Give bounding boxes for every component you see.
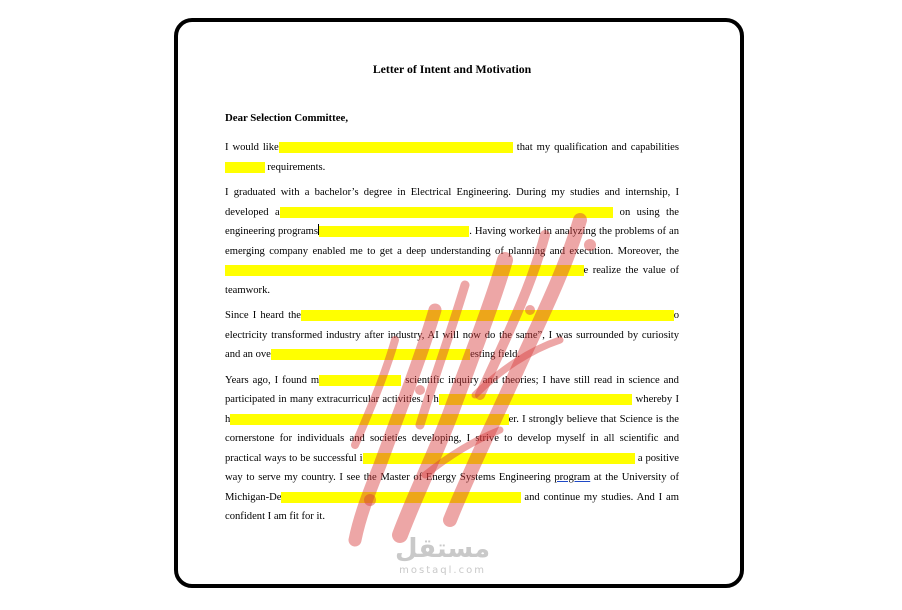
highlight-redaction: famous scientist Andrew Ng saying “AI is the new electricity, just as 100 years ag [301,310,674,321]
text-run: and continue my studies. And I am confident I am fit for it. [225,491,679,522]
text-run: Years ago, I found m [225,374,320,386]
text-run: a positive way to serve my country. I see the Master of Energy Systems Engineering [225,452,680,483]
highlight-redaction: n my career and to make a positive impact on people and societ [362,452,635,464]
text-run: that my qualification and capabilities [512,142,679,153]
text-run: scientific inquiry and theories; I have still read in science and participated in many extracurricular activities. I h [225,374,679,405]
letter-document [225,62,679,533]
text-run: whereby I h [225,394,679,425]
highlight-redaction: arborn as a great opportunity to extend my knowledge [281,491,521,503]
text-run: o electricity transformed industry after industry, AI will now do the same”, I was surrounded by curiosity and an ove [225,310,679,360]
highlight-redaction: yself fascinated by [319,374,402,386]
highlight-redaction: collaborative working environment helped me to develop my skills and made m [225,265,584,276]
highlight-redaction: rwhelming desire to learn more about this inter [270,349,471,360]
salutation: Dear Selection Committee, [225,112,349,124]
paragraph-3 [225,306,679,365]
paragraph-2 [225,183,679,300]
highlight-redaction: fulfill the [225,161,265,173]
text-run: er. I strongly believe that Science is the cornerstone for individuals and societies developing, I strive to develop myself in all scientific and practical ways to be successful i [225,413,679,464]
text-run: Since I heard the [225,310,302,321]
program-link[interactable]: program [554,472,591,483]
logo-text: mostaql.com [399,565,486,576]
text-run: . Having worked in analyzing the problems of an emerging company enabled me to get a deep understanding of planning and execution. Moreover, the [225,226,679,257]
logo-mark: مستقل [395,534,491,564]
text-run: at the University of Michigan-De [225,472,679,503]
paragraph-1 [225,138,679,177]
paragraph-4 [225,371,679,527]
letter-title: Letter of Intent and Motivation [372,62,532,76]
highlight-redaction: deep interest in Energy Systems, Electronics, with experience focused [279,206,614,218]
text-run: e realize the value of teamwork. [225,265,679,296]
highlight-redaction: ave learned a lot about serving the society and being a volunteer [230,413,509,425]
text-run: I graduated with a bachelor’s degree in Electrical Engineering. During my studies and internship, I developed a [225,187,679,218]
highlight-redaction: to express my gratitude for this opportunity in order [278,142,513,153]
highlight-redaction: ave also volunteered in several organizations [438,394,633,405]
text-run: esting field. [470,349,521,360]
text-run: I would like [225,142,279,153]
highlight-redaction: such as MATLAB, ETAP and PSS [318,226,470,237]
text-run: requirements. [264,161,326,173]
mostaql-logo [395,535,490,576]
text-run: on using the engineering programs [225,206,679,237]
